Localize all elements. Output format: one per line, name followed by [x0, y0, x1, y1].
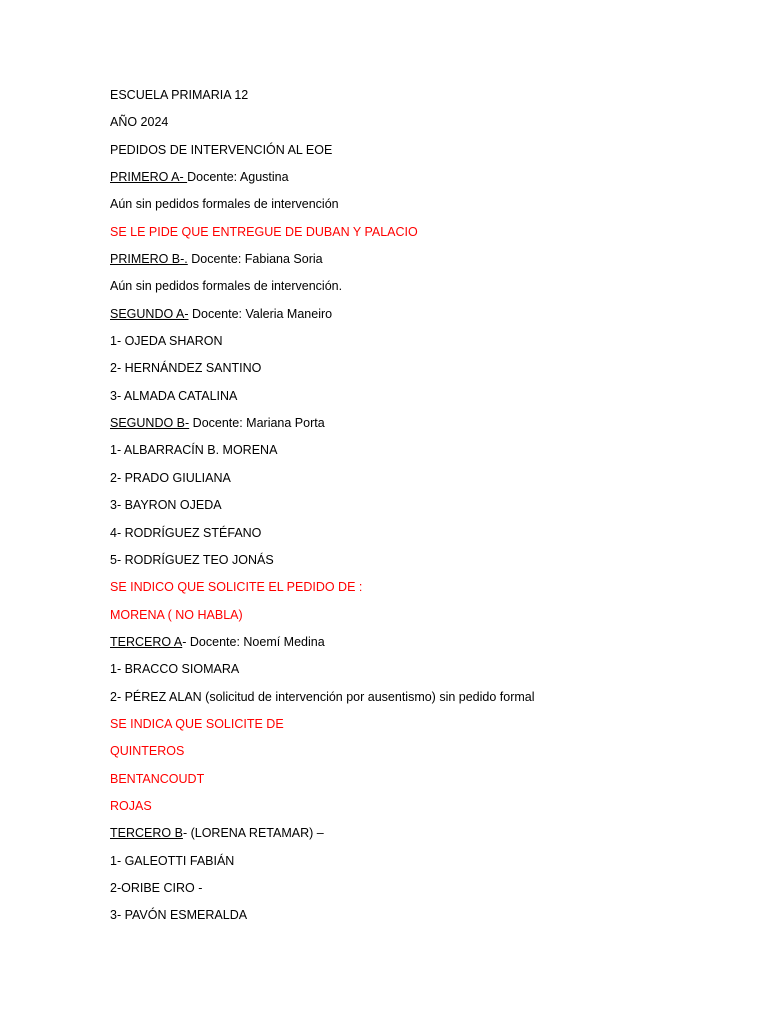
list-item: 3- BAYRON OJEDA [110, 498, 222, 513]
list-item: 1- GALEOTTI FABIÁN [110, 853, 235, 868]
list-item: 5- RODRÍGUEZ TEO JONÁS [110, 552, 274, 567]
list-item: 1- OJEDA SHARON [110, 334, 223, 349]
list-item: 1- BRACCO SIOMARA [110, 662, 240, 677]
primero-a-request: SE LE PIDE QUE ENTREGUE DE DUBAN Y PALACIO [110, 224, 418, 239]
tercero-a-request: SE INDICA QUE SOLICITE DE [110, 716, 284, 731]
section-segundo-b-heading [110, 414, 535, 441]
list-item: 2- PÉREZ ALAN (solicitud de intervención por ausentismo) sin pedido formal [110, 689, 535, 704]
list-item: 2-ORIBE CIRO - [110, 880, 203, 895]
grade-label: PRIMERO B-. [110, 252, 188, 267]
section-tercero-b-heading [110, 824, 535, 851]
list-item: 4- RODRÍGUEZ STÉFANO [110, 525, 262, 540]
tercero-a-request-name: QUINTEROS [110, 744, 185, 759]
tercero-a-request-name: BENTANCOUDT [110, 771, 205, 786]
list-item: 1- ALBARRACÍN B. MORENA [110, 443, 278, 458]
segundo-b-request-name: MORENA ( NO HABLA) [110, 607, 243, 622]
teacher-label: Docente: Mariana Porta [189, 416, 325, 431]
grade-label: PRIMERO A- [110, 170, 188, 185]
teacher-name: Fabiana Soria [241, 252, 323, 267]
section-tercero-a-heading [110, 633, 535, 660]
document-title: PEDIDOS DE INTERVENCIÓN AL EOE [110, 142, 333, 157]
primero-b-note: Aún sin pedidos formales de intervención. [110, 279, 343, 294]
list-item: 2- HERNÁNDEZ SANTINO [110, 361, 262, 376]
teacher-label: Docente: Valeria Maneiro [188, 306, 333, 321]
school-year: AÑO 2024 [110, 115, 169, 130]
list-item: 3- ALMADA CATALINA [110, 388, 238, 403]
list-item: 2- PRADO GIULIANA [110, 470, 231, 485]
tercero-a-request-name: ROJAS [110, 798, 152, 813]
document-body [110, 86, 535, 934]
teacher-label: - (LORENA RETAMAR) – [182, 826, 324, 841]
section-primero-a-heading [110, 168, 535, 195]
grade-label: SEGUNDO A- [110, 306, 189, 321]
teacher-label: Docente: Agustina [187, 170, 289, 185]
section-segundo-a-heading [110, 305, 535, 332]
grade-label: TERCERO A [110, 634, 183, 649]
list-item: 3- PAVÓN ESMERALDA [110, 908, 248, 923]
section-primero-b-heading [110, 250, 535, 277]
grade-label: SEGUNDO B- [110, 416, 190, 431]
segundo-b-request: SE INDICO QUE SOLICITE EL PEDIDO DE : [110, 580, 363, 595]
teacher-label: - Docente: Noemí Medina [182, 634, 325, 649]
school-name: ESCUELA PRIMARIA 12 [110, 88, 249, 102]
grade-label: TERCERO B [110, 826, 183, 841]
teacher-label: Docente: [187, 252, 242, 267]
primero-a-note: Aún sin pedidos formales de intervención [110, 197, 339, 212]
